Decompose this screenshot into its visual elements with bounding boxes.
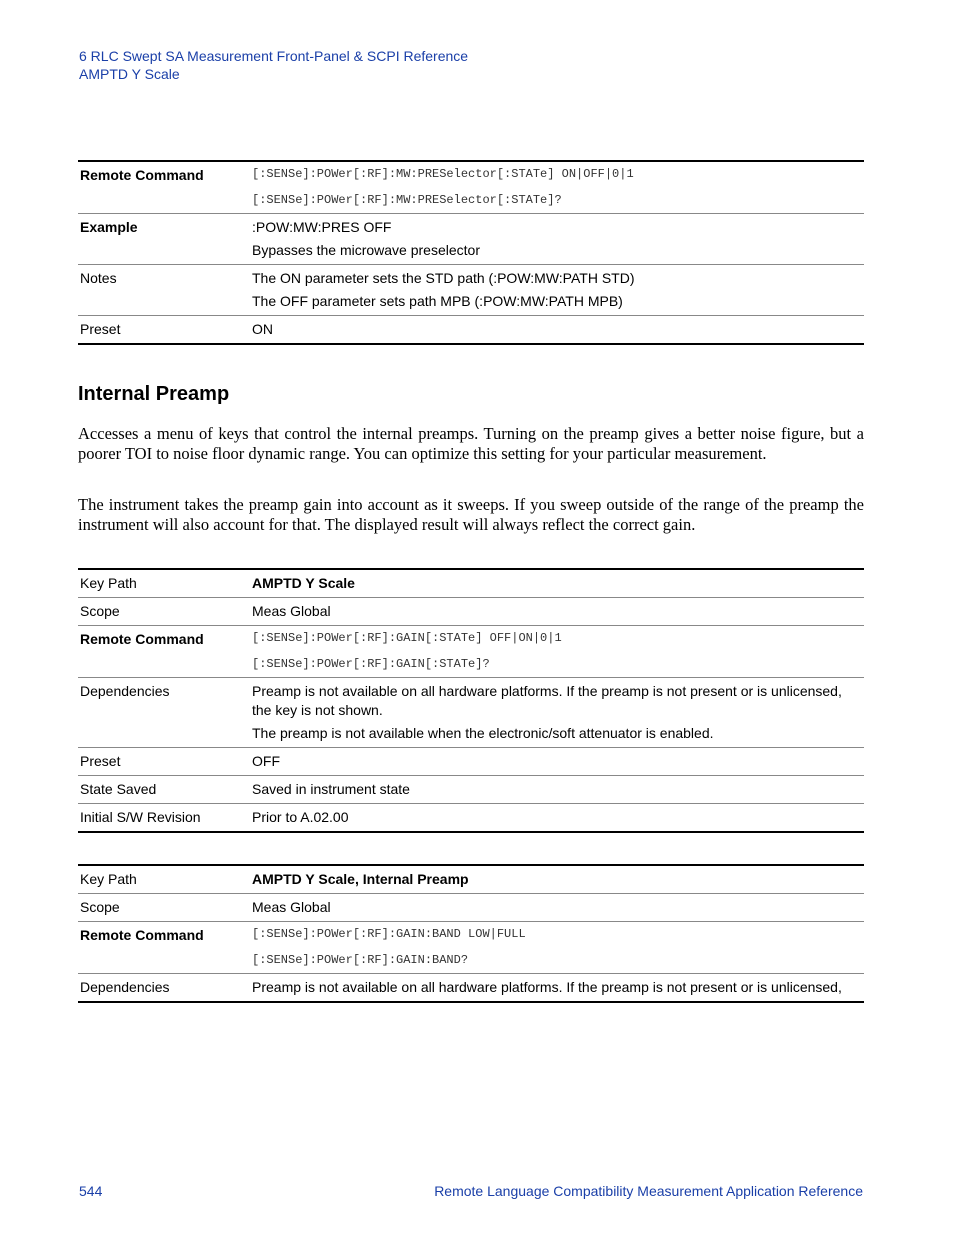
page-number: 544 xyxy=(79,1183,103,1199)
value-line: Meas Global xyxy=(252,899,331,915)
value-line: [:SENSe]:POWer[:RF]:GAIN[:STATe] OFF|ON|0|1 xyxy=(252,631,562,645)
table-row xyxy=(78,894,864,922)
row-label: Scope xyxy=(80,603,120,619)
table-row xyxy=(78,748,864,776)
row-label: Initial S/W Revision xyxy=(80,809,201,825)
row-value xyxy=(252,748,864,775)
table-row xyxy=(78,866,864,894)
value-line: [:SENSe]:POWer[:RF]:GAIN:BAND? xyxy=(252,953,469,967)
row-value xyxy=(252,776,864,803)
row-label: Key Path xyxy=(80,575,137,591)
row-value xyxy=(252,894,864,921)
table-row xyxy=(78,776,864,804)
value-line: AMPTD Y Scale, Internal Preamp xyxy=(252,871,469,887)
gain-paragraph: The instrument takes the preamp gain into account as it sweeps. If you sweep outside of the range of the preamp the instrument will also account for that. The displayed result will always reflect the correct gain. xyxy=(78,495,864,534)
row-value xyxy=(252,570,864,597)
intro-paragraph: Accesses a menu of keys that control the internal preamps. Turning on the preamp gives a better noise figure, but a poorer TOI to noise floor dynamic range. You can optimize this setting for your particular measurement. xyxy=(78,424,864,463)
table-row xyxy=(78,598,864,626)
row-value xyxy=(252,974,864,1001)
table-row xyxy=(78,678,864,748)
table-row xyxy=(78,214,864,265)
header-chapter: 6 RLC Swept SA Measurement Front-Panel & SCPI Reference xyxy=(79,48,469,64)
internal-preamp-table xyxy=(78,568,864,833)
row-value xyxy=(252,626,864,677)
value-line: [:SENSe]:POWer[:RF]:MW:PRESelector[:STATe] ON|OFF|0|1 xyxy=(252,167,634,181)
value-line: Saved in instrument state xyxy=(252,781,410,797)
table-row xyxy=(78,804,864,831)
table-row xyxy=(78,626,864,678)
value-line: The OFF parameter sets path MPB (:POW:MW:PATH MPB) xyxy=(252,293,623,309)
row-label: Preset xyxy=(80,753,121,769)
value-line: [:SENSe]:POWer[:RF]:MW:PRESelector[:STATe]? xyxy=(252,193,562,207)
running-header xyxy=(79,47,468,83)
row-value xyxy=(252,678,864,747)
row-value xyxy=(252,804,864,831)
value-line: Meas Global xyxy=(252,603,331,619)
row-label: Notes xyxy=(80,270,117,286)
value-line: Bypasses the microwave preselector xyxy=(252,242,480,258)
row-label: Scope xyxy=(80,899,120,915)
value-line: Preamp is not available on all hardware platforms. If the preamp is not present or is unlicensed, xyxy=(252,979,842,995)
value-line: [:SENSe]:POWer[:RF]:GAIN:BAND LOW|FULL xyxy=(252,927,526,941)
row-label: Key Path xyxy=(80,871,137,887)
row-value xyxy=(252,162,864,213)
value-line: The ON parameter sets the STD path (:POW:MW:PATH STD) xyxy=(252,270,635,286)
row-label: Remote Command xyxy=(80,167,204,183)
table-row xyxy=(78,974,864,1001)
row-value xyxy=(252,214,864,264)
row-label: Remote Command xyxy=(80,927,204,943)
row-value xyxy=(252,598,864,625)
table-row xyxy=(78,316,864,343)
value-line: [:SENSe]:POWer[:RF]:GAIN[:STATe]? xyxy=(252,657,490,671)
footer-title: Remote Language Compatibility Measurement Application Reference xyxy=(434,1183,863,1199)
preamp-band-table xyxy=(78,864,864,1003)
preselector-command-table xyxy=(78,160,864,345)
row-label: Dependencies xyxy=(80,683,170,699)
row-label: Preset xyxy=(80,321,121,337)
value-line: ON xyxy=(252,321,273,337)
header-section: AMPTD Y Scale xyxy=(79,66,180,82)
row-label: Dependencies xyxy=(80,979,170,995)
row-value xyxy=(252,265,864,315)
value-line: The preamp is not available when the electronic/soft attenuator is enabled. xyxy=(252,725,714,741)
table-row xyxy=(78,570,864,598)
value-line: AMPTD Y Scale xyxy=(252,575,355,591)
table-row xyxy=(78,922,864,974)
row-label: Example xyxy=(80,219,138,235)
row-value xyxy=(252,866,864,893)
value-line: OFF xyxy=(252,753,280,769)
row-value xyxy=(252,922,864,973)
section-heading: Internal Preamp xyxy=(78,383,230,405)
value-line: Prior to A.02.00 xyxy=(252,809,349,825)
table-row xyxy=(78,162,864,214)
row-label: State Saved xyxy=(80,781,157,797)
row-label: Remote Command xyxy=(80,631,204,647)
value-line: Preamp is not available on all hardware platforms. If the preamp is not present or is unlicensed, the key is not shown. xyxy=(252,683,842,718)
table-row xyxy=(78,265,864,316)
row-value xyxy=(252,316,864,343)
value-line: :POW:MW:PRES OFF xyxy=(252,219,392,235)
